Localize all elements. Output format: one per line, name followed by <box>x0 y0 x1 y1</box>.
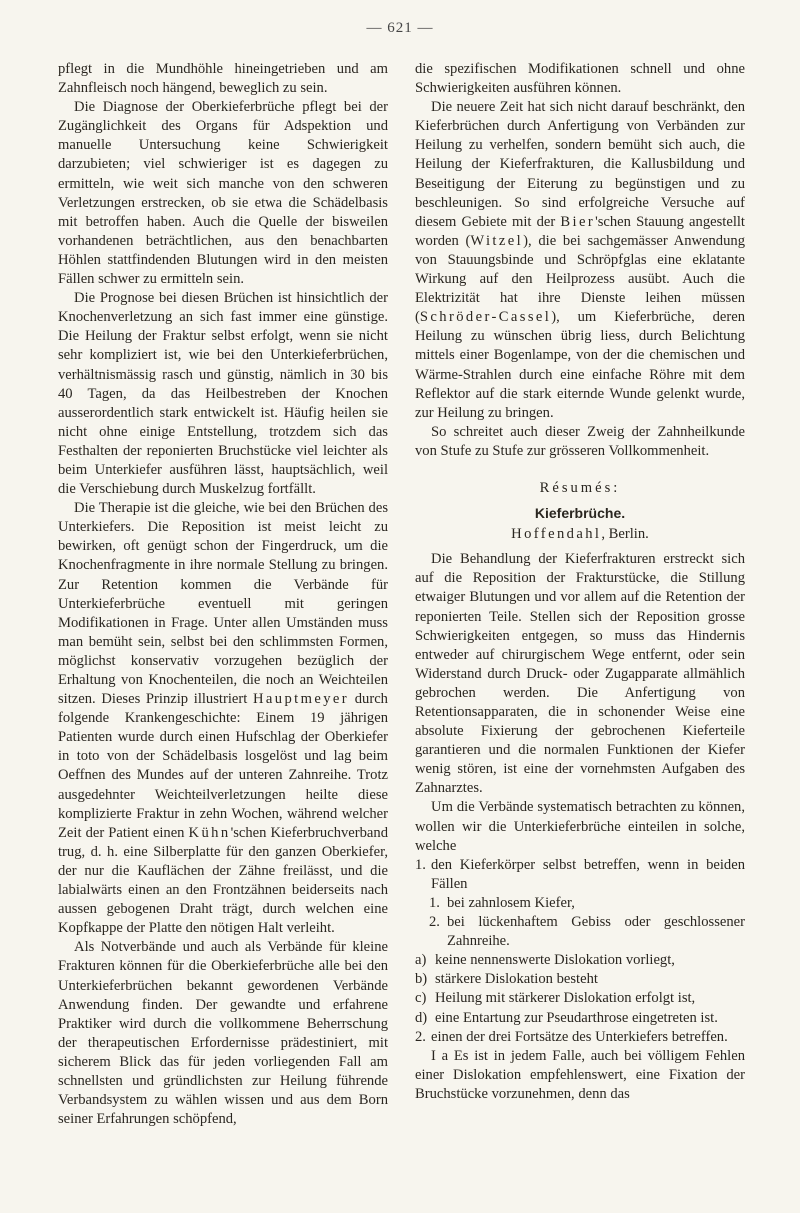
resume-heading: Résumés: <box>539 479 621 496</box>
spaced-name: Hauptmeyer <box>252 691 350 708</box>
list-item <box>415 913 745 951</box>
list-item <box>415 989 745 1008</box>
list-text: eine Entartung zur Pseudarthrose eingetreten ist. <box>435 1009 718 1026</box>
author-city: , Berlin. <box>601 526 649 543</box>
spaced-name: Schröder-Cassel <box>419 309 552 326</box>
paragraph-text: 'schen Stauung angestellt worden ( <box>415 213 745 249</box>
paragraph: Die Diagnose der Oberkieferbrüche pflegt bei der Zugänglichkeit des Organs für Adspektion und manuelle Untersuchung keine Schwierigkeit darzubieten; viel schwieriger ist es dagegen zu ermitteln, wie weit sich manche von den schweren Verletzungen erstrecken, ob sie etwa die Schädelbasis mit betroffen haben. Auch die Quelle der bisweilen vorhandenen beträchtlichen, aus den benachbarten Höhlen stattfindenden Blutungen wird in den meisten Fällen schwer zu ermitteln sein. <box>58 99 388 288</box>
list-item <box>415 1009 745 1028</box>
paragraph: Die Behandlung der Kieferfrakturen erstreckt sich auf die Reposition der Frakturstücke, die Stillung etwaiger Blutungen und vor allem auf die Retention der reponierten Teile. Stellen sich der Reposition grosse Schwierigkeiten entgegen, so muss das Hindernis entweder auf chirurgischem Wege entfernt, oder sein Widerstand durch Druck- oder Zugapparate allmählich gebrochen werden. Die Anfertigung von Retentionsapparaten, die in schonender Weise eine absolute Fixierung der gebrochenen Kieferteile garantieren und die normalen Funktionen der Kiefer wenig stören, ist eine der vornehmsten Aufgaben des Zahnarztes. <box>415 551 745 797</box>
left-column <box>58 60 388 1129</box>
list-marker: c) <box>415 990 427 1007</box>
paragraph: So schreitet auch dieser Zweig der Zahnheilkunde von Stufe zu Stufe zur grösseren Vollkommenheit. <box>415 423 745 459</box>
author-name: Hoffendahl <box>511 526 602 543</box>
paragraph: Als Notverbände und auch als Verbände für kleine Frakturen können für die Oberkieferbrüche alle bei den Unterkieferbrüchen bekannt gewordenen Verbände Anwendung finden. Der gewandte und erfahrene Praktiker wird durch die vollkommene Beherrschung der therapeutischen Erfordernisse prädestiniert, mit sicherem Blick das für jeden vorliegenden Fall am schnellsten und gründlichsten zur Heilung führende Verbandsystem zu wählen wissen und aus dem Born seiner Erfahrungen schöpfend, <box>58 939 388 1128</box>
resume-title: Kieferbrüche. <box>534 505 626 522</box>
paragraph-text: durch folgende Krankengeschichte: Einem 19 jährigen Patienten wurde durch einen Hufschlag der Oberkiefer in toto von der Schädelbasis losgelöst und lag beim Oeffnen des Mundes auf der unteren Zahnreihe. Trotz ausgedehnter Weichteilverletzungen heilte diese komplizierte Fraktur in zehn Wochen, während welcher Zeit der Patient einen <box>58 691 388 841</box>
list-text: den Kieferkörper selbst betreffen, wenn in beiden Fällen <box>431 856 745 892</box>
list-marker: b) <box>415 971 428 988</box>
spaced-name: Bier <box>560 213 596 230</box>
paragraph-text: Die Therapie ist die gleiche, wie bei den Brüchen des Unterkiefers. Die Reposition ist meist leicht zu bewirken, oft genügt schon der Fingerdruck, um die Knochenfragmente in ihre normale Stellung zu bringen. Zur Retention kommen die Verbände für Unterkieferbrüche eventuell mit geringen Modifikationen in Frage. Unter allen Umständen muss man bemüht sein, selbst bei den schlimmsten Formen, möglichst konservativ vorzugehen bezüglich der Erhaltung von Knochenteilen, die noch an Weichteilen sitzen. Dieses Prinzip illustriert <box>58 500 388 708</box>
list-marker: 2. <box>415 1028 426 1045</box>
list-text: Heilung mit stärkerer Dislokation erfolgt ist, <box>435 990 696 1007</box>
list-text: bei zahnlosem Kiefer, <box>447 894 575 911</box>
classification-list <box>415 856 745 1047</box>
list-marker: 1. <box>429 894 440 911</box>
paragraph: I a Es ist in jedem Falle, auch bei völligem Fehlen einer Dislokation empfehlenswert, eine Fixation der Bruchstücke vorzunehmen, denn das <box>415 1047 745 1102</box>
list-marker: 2. <box>429 914 440 931</box>
paragraph: pflegt in die Mundhöhle hineingetrieben und am Zahnfleisch noch hängend, beweglich zu sein. <box>58 61 388 97</box>
paragraph-text: ), um Kieferbrüche, deren Heilung zu wünschen übrig liess, durch Belichtung mittels einer Bogenlampe, von der die chemischen und Wärme-Strahlen durch eine einfache Röhre mit dem Reflektor auf die stark eiternde Wunde gelenkt wurde, zur Heilung zu bringen. <box>415 309 745 421</box>
paragraph: die spezifischen Modifikationen schnell und ohne Schwierigkeiten ausführen können. <box>415 61 745 97</box>
resume-author <box>415 525 745 544</box>
paragraph-text: Die neuere Zeit hat sich nicht darauf beschränkt, den Kieferbrüchen durch Anfertigung von Verbänden zur Heilung zu verhelfen, sondern bemüht sich auch, die Heilung der Kieferfrakturen, die Kallusbildung und Beseitigung der Eiterung zu begünstigen und zu beschleunigen. So sind erfolgreiche Versuche auf diesem Gebiete mit der <box>415 99 745 230</box>
list-text: bei lückenhaftem Gebiss oder geschlossener Zahnreihe. <box>447 914 745 950</box>
spaced-name: Kühn <box>188 824 231 841</box>
list-item <box>415 970 745 989</box>
list-item <box>415 856 745 894</box>
list-marker: d) <box>415 1009 428 1026</box>
list-item <box>415 894 745 913</box>
list-marker: 1. <box>415 856 426 873</box>
paragraph-text: 'schen Kieferbruchverband trug, d. h. eine Silberplatte für den ganzen Oberkiefer, der nur die Kauflächen der Zähne freilässt, und die labialwärts einen an den Frontzähnen beiderseits nach aussen gebogenen Draht trägt, durch welchen eine Kopfkappe der Platte den nötigen Halt verleiht. <box>58 824 388 937</box>
list-text: keine nennenswerte Dislokation vorliegt, <box>435 952 675 969</box>
paragraph <box>58 499 388 938</box>
list-marker: a) <box>415 952 427 969</box>
right-column <box>415 60 745 1104</box>
list-text: stärkere Dislokation besteht <box>435 971 598 988</box>
page-number: — 621 — <box>366 20 434 36</box>
spaced-name: Witzel <box>470 232 524 249</box>
list-item <box>415 951 745 970</box>
list-item <box>415 1028 745 1047</box>
paragraph <box>415 98 745 423</box>
paragraph: Die Prognose bei diesen Brüchen ist hinsichtlich der Knochenverletzung an sich fast immer eine günstige. Die Heilung der Fraktur selbst erfolgt, wenn sie nicht sehr kompliziert ist, wie bei den Unterkieferbrüchen, verhältnismässig rasch und günstig, nämlich in 30 bis 40 Tagen, da das Heilbestreben der Knochen ausserordentlich stark entwickelt ist. Häufig heilen sie nicht ohne einige Entstellung, trotzdem sich das Festhalten der reponierten Bruchstücke viel leichter als beim Unterkiefer ausführen lässt, hauptsächlich, weil die Verschiebung durch Muskelzug fortfällt. <box>58 290 388 498</box>
paragraph-text: ), die bei sachgemässer Anwendung von Stauungsbinde und Schröpfglas eine eklatante Wirkung auf den Heilprozess ausübt. Auch die Elektrizität hat ihre Dienste leihen müssen ( <box>415 232 745 326</box>
list-text: einen der drei Fortsätze des Unterkiefers betreffen. <box>431 1028 728 1045</box>
paragraph: Um die Verbände systematisch betrachten zu können, wollen wir die Unterkieferbrüche einteilen in solche, welche <box>415 799 745 854</box>
